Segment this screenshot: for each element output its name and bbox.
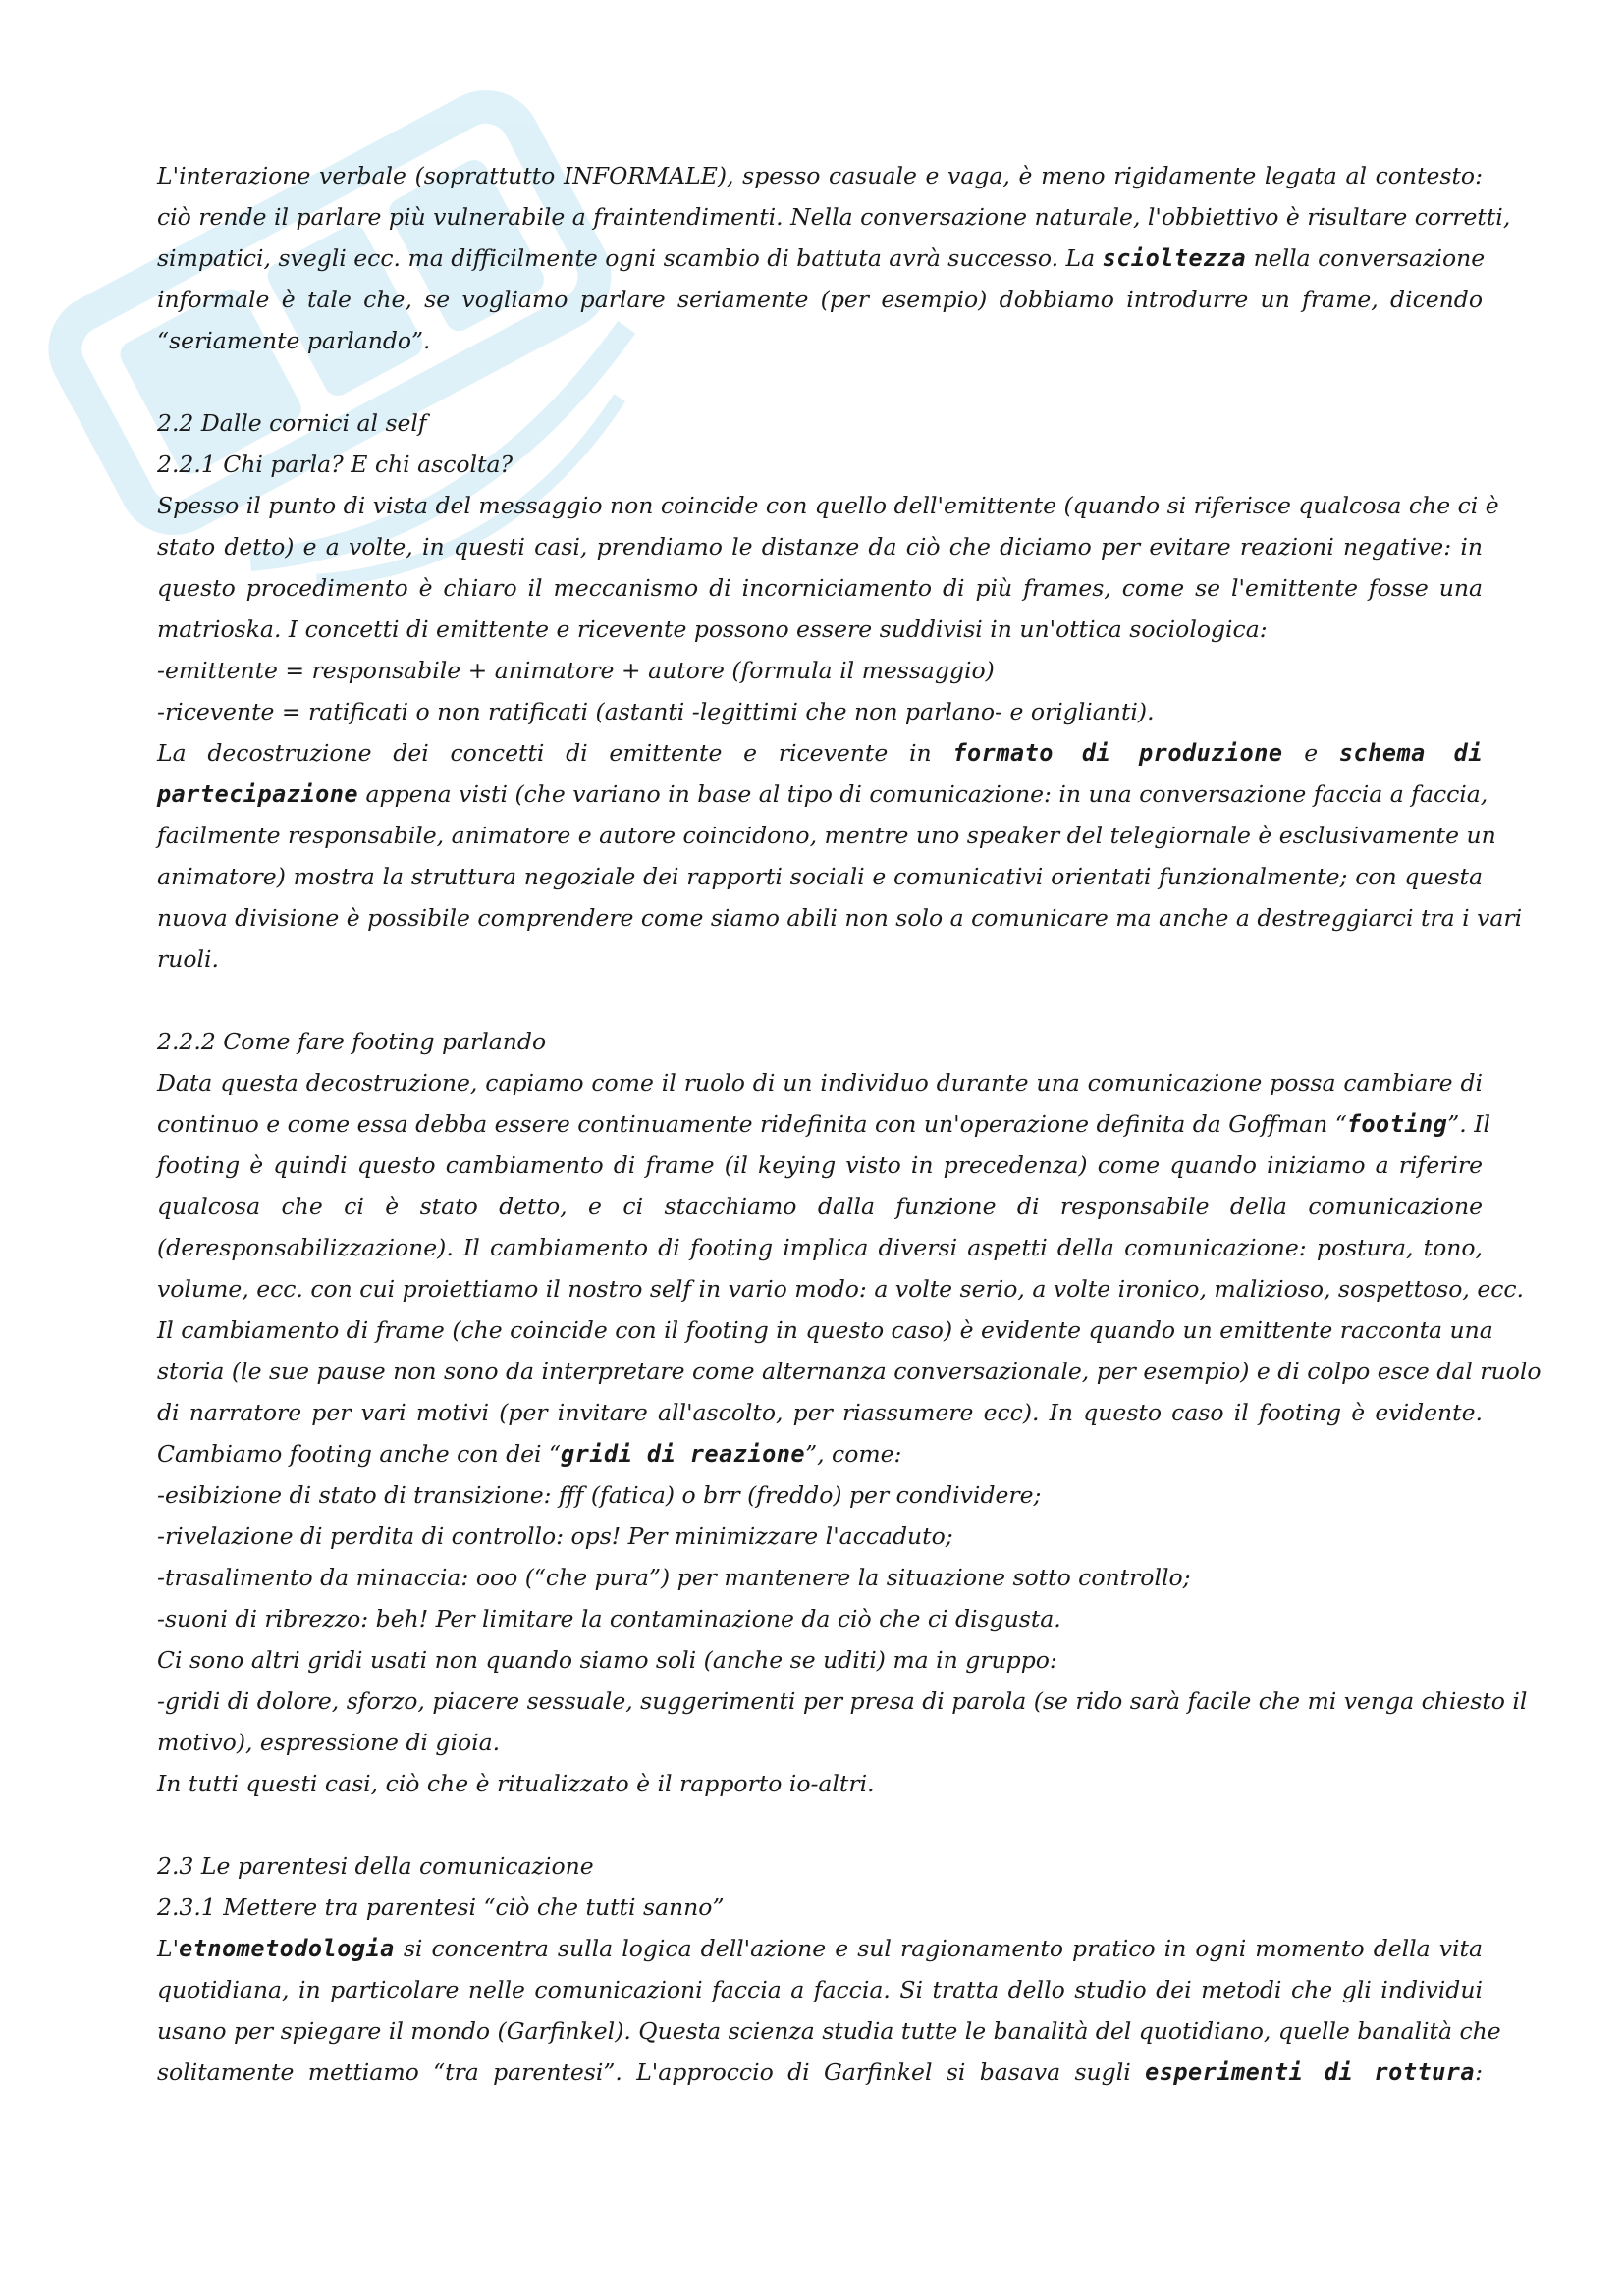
- text-segment: continuo e come essa debba essere continuamente ridefinita con un'operazione definita da Goffman “: [157, 1110, 1347, 1138]
- text-line: [157, 897, 1523, 938]
- text-line: [157, 1227, 1483, 1268]
- text-segment: nuova divisione è possibile comprendere come siamo abili non solo a comunicare ma anche a destreggiarci tra i vari: [157, 904, 1523, 932]
- text-line: [157, 1969, 1483, 2010]
- keyword: schema di: [1338, 739, 1483, 767]
- text-segment: motivo), espressione di gioia.: [157, 1729, 501, 1756]
- document-body: [157, 155, 1542, 2093]
- text-line: [157, 1186, 1483, 1227]
- text-segment: appena visti (che variano in base al tipo di comunicazione: in una conversazione faccia a faccia,: [358, 780, 1488, 808]
- text-segment: -gridi di dolore, sforzo, piacere sessuale, suggerimenti per presa di parola (se rido sarà facile che mi venga chiesto il: [157, 1687, 1528, 1715]
- text-line: [157, 1351, 1542, 1392]
- text-segment: La decostruzione dei concetti di emittente e ricevente in: [157, 739, 953, 767]
- text-segment: ”, come:: [805, 1440, 902, 1468]
- keyword: partecipazione: [157, 780, 359, 808]
- text-line: [157, 526, 1483, 567]
- paragraph-gap: [157, 1804, 1483, 1845]
- keyword: esperimenti di rottura: [1145, 2058, 1476, 2086]
- text-line: [157, 485, 1499, 526]
- text-segment: L': [157, 1935, 180, 1962]
- text-segment: ciò rende il parlare più vulnerabile a fraintendimenti. Nella conversazione naturale, l'obbiettivo è risultare corretti,: [157, 203, 1511, 231]
- section-heading: 2.2.1 Chi parla? E chi ascolta?: [157, 451, 514, 478]
- text-segment: qualcosa che ci è stato detto, e ci stacchiamo dalla funzione di responsabile della comunicazione: [157, 1193, 1483, 1220]
- text-line: [157, 238, 1486, 279]
- text-segment: Il cambiamento di frame (che coincide con il footing in questo caso) è evidente quando un emittente racconta una: [157, 1316, 1493, 1344]
- text-segment: Spesso il punto di vista del messaggio non coincide con quello dell'emittente (quando si riferisce qualcosa che ci è: [157, 492, 1499, 519]
- text-line: -emittente = responsabile + animatore + autore (formula il messaggio): [157, 657, 995, 684]
- text-line: [157, 1309, 1493, 1351]
- text-segment: facilmente responsabile, animatore e autore coincidono, mentre uno speaker del telegiornale è esclusivamente un: [157, 822, 1496, 849]
- paragraph: [157, 1928, 1501, 2093]
- text-line: [157, 2052, 1483, 2093]
- keyword: etnometodologia: [179, 1935, 395, 1962]
- section-heading: 2.3.1 Mettere tra parentesi “ciò che tutti sanno”: [157, 1894, 725, 1921]
- text-segment: storia (le sue pause non sono da interpretare come alternanza conversazionale, per esempio) e di colpo esce dal ruolo: [157, 1358, 1542, 1385]
- text-segment: e: [1282, 739, 1339, 767]
- text-line: [157, 1722, 1483, 1763]
- text-segment: footing è quindi questo cambiamento di frame (il keying visto in precedenza) come quando iniziamo a riferire: [157, 1151, 1483, 1179]
- text-segment: ruoli.: [157, 945, 220, 973]
- text-line: [157, 856, 1483, 897]
- keyword: scioltezza: [1102, 244, 1247, 272]
- section-heading: 2.2.2 Come fare footing parlando: [157, 1028, 547, 1055]
- text-line: [157, 567, 1483, 609]
- text-segment: volume, ecc. con cui proiettiamo il nostro self in vario modo: a volte serio, a volte ironico, malizioso, sospettoso, ecc.: [157, 1275, 1525, 1303]
- text-line: [157, 155, 1483, 196]
- text-segment: animatore) mostra la struttura negoziale dei rapporti sociali e comunicativi orientati funzionalmente; con questa: [157, 863, 1483, 890]
- text-segment: usano per spiegare il mondo (Garfinkel). Questa scienza studia tutte le banalità del quotidiano, quelle banalità che: [157, 2017, 1501, 2045]
- text-segment: :: [1475, 2058, 1483, 2086]
- text-segment: quotidiana, in particolare nelle comunicazioni faccia a faccia. Si tratta dello studio dei metodi che gli individui: [157, 1976, 1483, 2003]
- text-line: [157, 279, 1483, 320]
- text-line: [157, 1392, 1483, 1433]
- paragraph: [157, 732, 1523, 980]
- text-line: [157, 1103, 1491, 1145]
- text-segment: Cambiamo footing anche con dei “: [157, 1440, 562, 1468]
- text-segment: simpatici, svegli ecc. ma difficilmente ogni scambio di battuta avrà successo. La: [157, 244, 1103, 272]
- text-segment: matrioska. I concetti di emittente e ricevente possono essere suddivisi in un'ottica sociologica:: [157, 615, 1268, 643]
- text-line: [157, 1062, 1483, 1103]
- text-line: [157, 732, 1483, 774]
- text-line: [157, 609, 1483, 650]
- text-segment: solitamente mettiamo “tra parentesi”. L'approccio di Garfinkel si basava sugli: [157, 2058, 1146, 2086]
- text-line: -ricevente = ratificati o non ratificati (astanti -legittimi che non parlano- e origlianti).: [157, 698, 1155, 725]
- text-segment: stato detto) e a volte, in questi casi, prendiamo le distanze da ciò che diciamo per evitare reazioni negative: in: [157, 533, 1483, 561]
- paragraph: [157, 485, 1499, 650]
- text-line: In tutti questi casi, ciò che è ritualizzato è il rapporto io-altri.: [157, 1770, 875, 1797]
- keyword: gridi di reazione: [561, 1440, 806, 1468]
- paragraph-gap: [157, 980, 1483, 1021]
- text-line: [157, 1145, 1483, 1186]
- text-segment: informale è tale che, se vogliamo parlare seriamente (per esempio) dobbiamo introdurre un frame, dicendo: [157, 286, 1483, 313]
- paragraph: [157, 1062, 1542, 1474]
- text-line: [157, 1268, 1525, 1309]
- text-line: [157, 1433, 1483, 1474]
- paragraph: [157, 1681, 1528, 1763]
- text-line: -trasalimento da minaccia: ooo (“che pura”) per mantenere la situazione sotto controllo;: [157, 1564, 1191, 1591]
- text-segment: Data questa decostruzione, capiamo come il ruolo di un individuo durante una comunicazione possa cambiare di: [157, 1069, 1483, 1096]
- text-line: [157, 1928, 1483, 1969]
- text-line: -rivelazione di perdita di controllo: ops! Per minimizzare l'accaduto;: [157, 1522, 953, 1550]
- text-segment: (deresponsabilizzazione). Il cambiamento di footing implica diversi aspetti della comunicazione: postura, tono,: [157, 1234, 1483, 1261]
- text-segment: ”. Il: [1447, 1110, 1491, 1138]
- text-segment: nella conversazione: [1246, 244, 1486, 272]
- text-line: [157, 1681, 1528, 1722]
- text-segment: “seriamente parlando”.: [157, 327, 431, 354]
- text-segment: L'interazione verbale (soprattutto INFORMALE), spesso casuale e vaga, è meno rigidamente legata al contesto:: [157, 162, 1483, 189]
- paragraph-gap: [157, 361, 1483, 402]
- text-line: [157, 196, 1511, 238]
- keyword: footing: [1346, 1110, 1448, 1138]
- text-line: -esibizione di stato di transizione: fff (fatica) o brr (freddo) per condividere;: [157, 1481, 1042, 1509]
- text-line: Ci sono altri gridi usati non quando siamo soli (anche se uditi) ma in gruppo:: [157, 1646, 1057, 1674]
- section-heading: 2.3 Le parentesi della comunicazione: [157, 1852, 594, 1880]
- text-line: [157, 938, 1483, 980]
- text-segment: questo procedimento è chiaro il meccanismo di incorniciamento di più frames, come se l'emittente fosse una: [157, 574, 1483, 602]
- section-heading: 2.2 Dalle cornici al self: [157, 409, 427, 437]
- text-segment: di narratore per vari motivi (per invitare all'ascolto, per riassumere ecc). In questo caso il footing è evidente.: [157, 1399, 1483, 1426]
- text-line: [157, 320, 1483, 361]
- keyword: formato di produzione: [952, 739, 1283, 767]
- text-segment: si concentra sulla logica dell'azione e sul ragionamento pratico in ogni momento della vita: [394, 1935, 1483, 1962]
- paragraph: [157, 155, 1511, 361]
- text-line: [157, 2010, 1501, 2052]
- text-line: -suoni di ribrezzo: beh! Per limitare la contaminazione da ciò che ci disgusta.: [157, 1605, 1061, 1632]
- text-line: [157, 815, 1496, 856]
- text-line: [157, 774, 1488, 815]
